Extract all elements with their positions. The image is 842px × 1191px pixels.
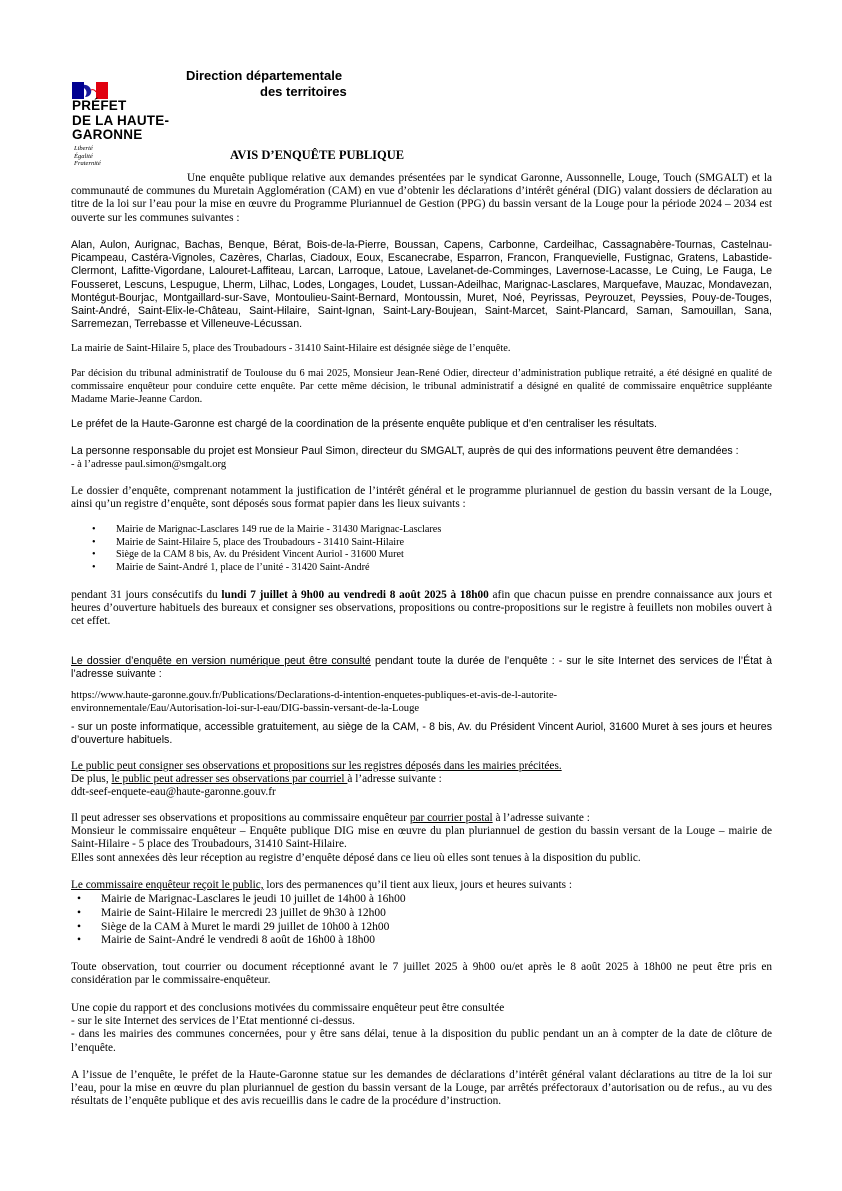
numerique-paragraph: [71, 655, 772, 681]
communes-list: Alan, Aulon, Aurignac, Bachas, Benque, Bérat, Bois-de-la-Pierre, Boussan, Capens, Carbonne, Cardeilhac, Cassagnabère-Tournas, Castelnau-Picampeau, Castéra-Vignoles, Cazères, Charlas, Ciadoux, Eoux, Escanecrabe, Esparron, Francon, Franquevielle, Fustignac, Gratens, Labastide-Clermont, Lafitte-Vigordane, Lalouret-Laffiteau, Larcan, Larroque, Latoue, Lavelanet-de-Comminges, Lavernose-Lacasse, Le Cuing, Le Fauga, Le Fousseret, Lescuns, Lespugue, Lherm, Lilhac, Lodes, Longages, Loudet, Lussan-Adeilhac, Marignac-Lasclares, Marquefave, Mauzac, Mondavezan, Montégut-Bourjac, Montgaillard-sur-Save, Montoulieu-Saint-Bernard, Montoussin, Muret, Noé, Peyrissas, Peyrouzet, Peyssies, Pouy-de-Touges, Saint-André, Saint-Elix-le-Château, Saint-Hilaire, Saint-Ignan, Saint-Lary-Boujean, Saint-Marcet, Saint-Plancard, Saman, Samouillan, Sana, Sarremezan, Terrebasse et Villeneuve-Lécussan.: [71, 239, 772, 331]
siege-paragraph: La mairie de Saint-Hilaire 5, place des Troubadours - 31410 Saint-Hilaire est désignée siège de l’enquête.: [71, 343, 511, 354]
prefecture-line-2: DE LA HAUTE-: [72, 112, 170, 128]
motto-fraternite: Fraternité: [74, 160, 101, 167]
postal-b: à l’adresse suivante :: [492, 812, 590, 824]
header-line-2: des territoires: [260, 84, 347, 99]
permanence-text: Mairie de Saint-André le vendredi 8 août de 16h00 à 18h00: [101, 934, 376, 947]
list-item: • Siège de la CAM à Muret le mardi 29 juillet de 10h00 à 12h00: [77, 920, 390, 933]
list-item: • Siège de la CAM 8 bis, Av. du Président Vincent Auriol - 31600 Muret: [92, 549, 404, 561]
list-item: • Mairie de Saint-Hilaire le mercredi 23 juillet de 9h30 à 12h00: [77, 906, 386, 919]
rapport-line-3: - dans les mairies des communes concernées, pour y être sans délai, tenue à la disposition du public pendant un an à compter de la date de clôture de l’enquête.: [71, 1028, 772, 1054]
pendant-paragraph: [71, 589, 772, 629]
dossier-paragraph: Le dossier d’enquête, comprenant notamment la justification de l’intérêt général et le programme pluriannuel de gestion du bassin versant de la Louge, ainsi qu’un registre d’enquête, sont déposés sous format papier dans les lieux suivants :: [71, 485, 772, 511]
list-item: • Mairie de Marignac-Lasclares 149 rue de la Mairie - 31430 Marignac-Lasclares: [92, 524, 442, 535]
postal-underlined: par courrier postal: [409, 812, 493, 824]
postal-annex: Elles sont annexées dès leur réception au registre d’enquête déposé dans ce lieu où elles sont tenues à la disposition du public.: [71, 851, 641, 864]
list-item: • Mairie de Saint-André 1, place de l’unité - 31420 Saint-André: [92, 561, 370, 573]
lieux-list: [92, 524, 441, 574]
observation-paragraph: Toute observation, tout courrier ou document réceptionné avant le 7 juillet 2025 à 9h00 ou/et après le 8 août 2025 à 18h00 ne peut être pris en considération par le commissaire-enquêteur.: [71, 961, 772, 987]
pendant-text-b: afin que chacun puisse en prendre connaissance aux jours et heures d’ouverture habituels des bureaux et consigner ses observations, propositions ou contre-propositions sur le registre à feuillets non mobiles ouvert à cet effet.: [71, 589, 772, 628]
list-item: • Mairie de Saint-Hilaire 5, place des Troubadours - 31410 Saint-Hilaire: [92, 536, 405, 548]
postal-line: [71, 812, 772, 825]
permanences-heading: [71, 879, 772, 892]
courriel-a: De plus,: [71, 773, 112, 786]
motto-egalite: Égalité: [74, 152, 93, 160]
lieu-text: Mairie de Marignac-Lasclares 149 rue de la Mairie - 31430 Marignac-Lasclares: [116, 524, 442, 535]
motto-liberte: Liberté: [74, 145, 93, 152]
intro-paragraph: Une enquête publique relative aux demandes présentées par le syndicat Garonne, Aussonnelle, Louge, Touch (SMGALT) et la communauté de communes du Muretain Agglomération (CAM) en vue d’obtenir les déclarations d’intérêt général (DIG) valant dossiers de déclaration au titre de la loi sur l’eau pour la mise en œuvre du Programme Pluriannuel de Gestion (PPG) du bassin versant de la Louge pour la période 2024 – 2034 est ouverte sur les communes suivantes :: [71, 172, 772, 224]
permanences-rest: lors des permanences qu’il tient aux lieux, jours et heures suivants :: [263, 879, 573, 891]
url-block: [71, 689, 772, 715]
page-title: AVIS D’ENQUÊTE PUBLIQUE: [230, 148, 405, 162]
decision-paragraph: Par décision du tribunal administratif de Toulouse du 6 mai 2025, Monsieur Jean-René Odier, directeur d’administration publique retraité, a été désigné en qualité de commissaire enquêteur pour conduire cette enquête. Par cette même décision, le tribunal administratif a désigné en qualité de commissaire enquêtrice suppléante Madame Marie-Jeanne Cardon.: [71, 368, 772, 406]
url-line-2: environnementale/Eau/Autorisation-loi-sur-l-eau/DIG-bassin-versant-de-la-Louge: [71, 703, 420, 715]
url-line-1: https://www.haute-garonne.gouv.fr/Publications/Declarations-d-intention-enquetes-publiques-et-avis-de-l-autorite-: [71, 690, 558, 701]
rapport-line-1: Une copie du rapport et des conclusions motivées du commissaire enquêteur peut être consultée: [71, 1002, 505, 1014]
lieu-text: Mairie de Saint-André 1, place de l’unité - 31420 Saint-André: [116, 561, 370, 573]
list-item: • Mairie de Marignac-Lasclares le jeudi 10 juillet de 14h00 à 16h00: [77, 893, 406, 905]
responsable-email: - à l’adresse paul.simon@smgalt.org: [71, 459, 227, 471]
postal-address: Monsieur le commissaire enquêteur – Enquête publique DIG mise en œuvre du plan pluriannuel de gestion du bassin versant de la Louge – mairie de Saint-Hilaire - 5 place des Troubadours, 31410 Saint-Hilaire.: [71, 825, 772, 851]
prefet-paragraph: Le préfet de la Haute-Garonne est chargé de la coordination de la présente enquête publique et d’en centraliser les résultats.: [71, 418, 657, 430]
prefecture-line-3: GARONNE: [72, 127, 143, 142]
rapport-block: [71, 1002, 772, 1055]
numerique-rest: pendant toute la durée de l’enquête : - sur le site Internet des services de l’État à l’adresse suivante :: [71, 655, 772, 681]
permanences-list: [77, 893, 406, 948]
courriel-underlined: le public peut adresser ses observations par courriel: [111, 773, 348, 786]
prefecture-name: [72, 99, 192, 143]
responsable-line-1: La personne responsable du projet est Monsieur Paul Simon, directeur du SMGALT, auprès de qui des informations peuvent être demandées :: [71, 445, 739, 457]
flag-icon: [72, 82, 108, 99]
lieu-text: Mairie de Saint-Hilaire 5, place des Troubadours - 31410 Saint-Hilaire: [116, 536, 405, 548]
responsable-paragraph: [71, 445, 772, 471]
prefecture-line-1: PRÉFET: [72, 98, 127, 113]
permanence-text: Siège de la CAM à Muret le mardi 29 juillet de 10h00 à 12h00: [101, 920, 390, 933]
registres-text: Le public peut consigner ses observations et propositions sur les registres déposés dans les mairies précitées.: [71, 760, 562, 772]
courriel-line: [71, 773, 772, 786]
permanence-text: Mairie de Marignac-Lasclares le jeudi 10 juillet de 14h00 à 16h00: [101, 893, 406, 905]
rapport-line-2: - sur le site Internet des services de l’Etat mentionné ci-dessus.: [71, 1015, 355, 1028]
numerique-underlined: Le dossier d’enquête en version numérique peut être consulté: [71, 655, 371, 667]
permanences-underlined: Le commissaire enquêteur reçoit le public,: [71, 879, 264, 891]
postal-a: Il peut adresser ses observations et propositions au commissaire enquêteur: [71, 812, 410, 824]
issue-paragraph: A l’issue de l’enquête, le préfet de la Haute-Garonne statue sur les demandes de déclarations d’intérêt général valant déclarations au titre de la loi sur l’eau, pour la mise en œuvre du plan pluriannuel de gestion du bassin versant de la Louge, par arrêtés préfectoraux d’autorisation ou de refus., au vu des résultats de l’enquête publique et des avis recueillis dans le cadre de la procédure d’instruction.: [71, 1069, 772, 1108]
poste-paragraph: - sur un poste informatique, accessible gratuitement, au siège de la CAM, - 8 bis, Av. du Président Vincent Auriol, 31600 Muret à ses jours et heures d’ouverture habituels.: [71, 721, 772, 747]
registres-block: [71, 760, 772, 800]
pendant-text-a: pendant 31 jours consécutifs du: [71, 589, 222, 601]
lieu-text: Siège de la CAM 8 bis, Av. du Président Vincent Auriol - 31600 Muret: [116, 549, 404, 561]
marianne-logo: [72, 82, 108, 99]
list-item: • Mairie de Saint-André le vendredi 8 août de 16h00 à 18h00: [77, 934, 376, 947]
permanence-text: Mairie de Saint-Hilaire le mercredi 23 juillet de 9h30 à 12h00: [101, 906, 386, 919]
courriel-b: à l’adresse suivante :: [347, 773, 442, 786]
courriel-address: ddt-seef-enquete-eau@haute-garonne.gouv.fr: [71, 786, 276, 799]
header-line-1: Direction départementale: [186, 68, 343, 83]
postal-block: [71, 812, 772, 865]
pendant-dates: lundi 7 juillet à 9h00 au vendredi 8 août 2025 à 18h00: [221, 589, 489, 601]
republic-motto: [74, 145, 101, 168]
